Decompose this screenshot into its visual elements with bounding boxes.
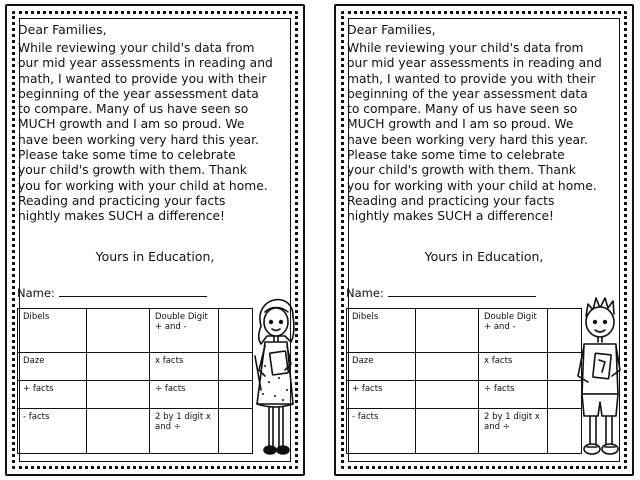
table-cell-score bbox=[87, 381, 150, 409]
letter-line: nightly makes SUCH a difference! bbox=[18, 209, 225, 224]
letter-line: MUCH growth and I am so proud. We bbox=[347, 117, 574, 132]
letter-line: Please take some time to celebrate bbox=[347, 148, 565, 163]
letter-line: our mid year assessments in reading and bbox=[18, 56, 273, 71]
letter-line: to compare. Many of us have seen so bbox=[18, 102, 249, 117]
name-field[interactable] bbox=[17, 286, 207, 300]
table-row bbox=[18, 353, 253, 381]
name-blank-line bbox=[59, 286, 207, 297]
table-cell-label: - facts bbox=[347, 409, 416, 454]
letter-line: Please take some time to celebrate bbox=[18, 148, 236, 163]
letter-line: our mid year assessments in reading and bbox=[347, 56, 602, 71]
table-row bbox=[347, 409, 582, 454]
table-cell-label: Daze bbox=[18, 353, 87, 381]
letter-line: nightly makes SUCH a difference! bbox=[347, 209, 554, 224]
table-cell-label: + facts bbox=[347, 381, 416, 409]
table-cell-label: ÷ facts bbox=[150, 381, 219, 409]
letter-line: have been working very hard this year. bbox=[18, 132, 259, 147]
letter-line: math, I wanted to provide you with their bbox=[18, 71, 267, 86]
table-cell-label: Dibels bbox=[347, 309, 416, 353]
table-cell-label: Dibels bbox=[18, 309, 87, 353]
letter-line: beginning of the year assessment data bbox=[347, 86, 588, 101]
table-cell-label: ÷ facts bbox=[479, 381, 548, 409]
assessment-table bbox=[17, 308, 253, 454]
name-blank-line bbox=[388, 286, 536, 297]
table-row bbox=[347, 309, 582, 353]
table-cell-label: 2 by 1 digit x and ÷ bbox=[150, 409, 219, 454]
table-cell-label: Daze bbox=[347, 353, 416, 381]
letter-line: math, I wanted to provide you with their bbox=[347, 71, 596, 86]
letter-line: beginning of the year assessment data bbox=[18, 86, 259, 101]
boy-with-book-illustration bbox=[568, 286, 632, 466]
letter-line: MUCH growth and I am so proud. We bbox=[18, 117, 245, 132]
table-cell-score bbox=[87, 309, 150, 353]
closing: Yours in Education, bbox=[95, 249, 215, 264]
letter-line: your child's growth with them. Thank bbox=[347, 163, 576, 178]
letter-line: you for working with your child at home. bbox=[347, 178, 597, 193]
table-cell-label: x facts bbox=[479, 353, 548, 381]
table-cell-score bbox=[87, 409, 150, 454]
name-label: Name: bbox=[17, 286, 55, 300]
table-row bbox=[347, 381, 582, 409]
name-field[interactable] bbox=[346, 286, 536, 300]
parent-letter-card-right bbox=[334, 4, 634, 476]
table-row bbox=[18, 409, 253, 454]
table-cell-label: Double Digit + and - bbox=[479, 309, 548, 353]
letter-line: you for working with your child at home. bbox=[18, 178, 268, 193]
letter-body bbox=[347, 41, 627, 225]
letter-line: your child's growth with them. Thank bbox=[18, 163, 247, 178]
letter-line: While reviewing your child's data from bbox=[347, 41, 584, 55]
girl-with-book-illustration bbox=[243, 286, 307, 466]
letter-body bbox=[18, 41, 298, 225]
table-cell-label: - facts bbox=[18, 409, 87, 454]
letter-line: While reviewing your child's data from bbox=[18, 41, 255, 55]
table-row bbox=[18, 381, 253, 409]
table-row bbox=[18, 309, 253, 353]
table-cell-label: 2 by 1 digit x and ÷ bbox=[479, 409, 548, 454]
letter-line: to compare. Many of us have seen so bbox=[347, 102, 578, 117]
table-cell-label: Double Digit + and - bbox=[150, 309, 219, 353]
table-cell-label: + facts bbox=[18, 381, 87, 409]
letter-line: Reading and practicing your facts bbox=[18, 193, 226, 208]
table-cell-score bbox=[416, 409, 479, 454]
closing: Yours in Education, bbox=[424, 249, 544, 264]
table-cell-label: x facts bbox=[150, 353, 219, 381]
salutation: Dear Families, bbox=[347, 22, 436, 37]
table-cell-score bbox=[416, 353, 479, 381]
table-cell-score bbox=[416, 381, 479, 409]
salutation: Dear Families, bbox=[18, 22, 107, 37]
table-cell-score bbox=[416, 309, 479, 353]
name-label: Name: bbox=[346, 286, 384, 300]
letter-line: Reading and practicing your facts bbox=[347, 193, 555, 208]
table-row bbox=[347, 353, 582, 381]
assessment-table bbox=[346, 308, 582, 454]
table-cell-score bbox=[87, 353, 150, 381]
letter-line: have been working very hard this year. bbox=[347, 132, 588, 147]
parent-letter-card-left bbox=[5, 4, 305, 476]
